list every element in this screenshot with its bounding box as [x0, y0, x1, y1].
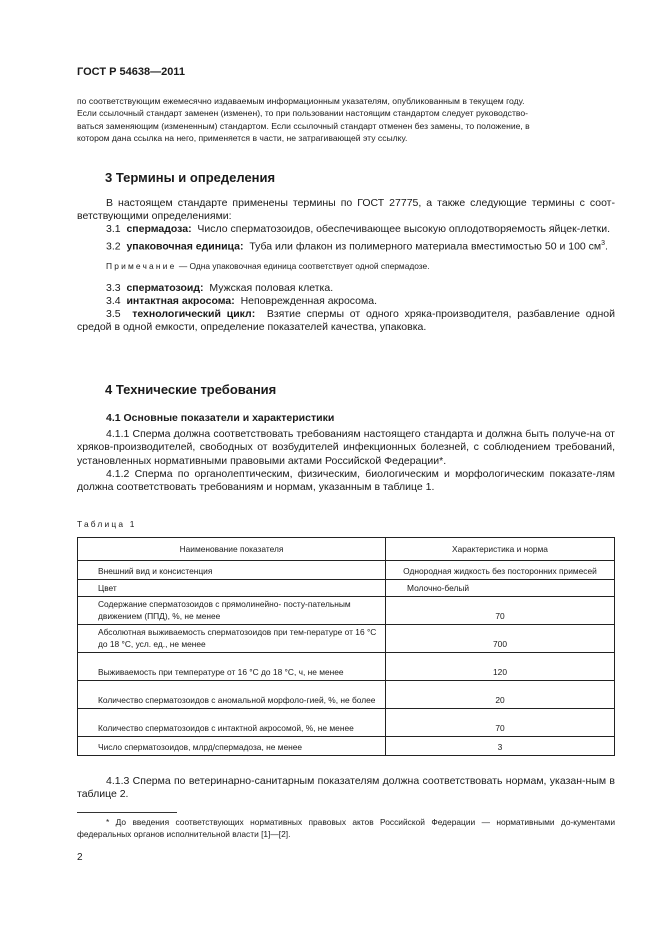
row-name: Содержание сперматозоидов с прямолинейно- посту-пательным движением (ППД), %, не менее	[78, 597, 386, 625]
table-row	[78, 709, 615, 737]
note-label: Примечание	[106, 261, 177, 272]
row-name: Число сперматозоидов, млрд/спермадоза, не менее	[78, 737, 386, 756]
table-1	[77, 537, 615, 756]
term-3-4	[77, 295, 615, 308]
term-title: сперматозоид:	[126, 281, 204, 294]
intro-paragraph	[77, 95, 615, 144]
column-header-name: Наименование показателя	[78, 538, 386, 561]
table-row	[78, 580, 615, 597]
row-value: Однородная жидкость без посторонних примесей	[386, 561, 615, 580]
row-value: 70	[386, 597, 615, 625]
table-header-row	[78, 538, 615, 561]
table-row	[78, 625, 615, 653]
note-text: — Одна упаковочная единица соответствует одной спермадозе.	[178, 261, 430, 272]
subsection-4-1-heading: 4.1 Основные показатели и характеристики	[106, 412, 335, 424]
row-name: Количество сперматозоидов с аномальной морфоло-гией, %, не более	[78, 681, 386, 709]
row-name: Абсолютная выживаемость сперматозоидов при тем-пературе от 16 °С до 18 °С, усл. ед., не менее	[78, 625, 386, 653]
table-caption: Таблица 1	[77, 519, 137, 529]
row-value: 70	[386, 709, 615, 737]
term-title: упаковочная единица:	[126, 240, 244, 253]
table-row	[78, 681, 615, 709]
document-header: ГОСТ Р 54638—2011	[77, 66, 185, 78]
row-value: 700	[386, 625, 615, 653]
row-name: Внешний вид и консистенция	[78, 561, 386, 580]
column-header-value: Характеристика и норма	[386, 538, 615, 561]
table-row	[78, 597, 615, 625]
term-definition: Взятие спермы от одного хряка-производителя, разбавление одной средой в одной емкости, определение показателей качества, упаковка.	[77, 307, 615, 334]
term-title: интактная акросома:	[126, 294, 235, 307]
term-number: 3.3	[106, 281, 121, 294]
section-4-heading: 4 Технические требования	[105, 382, 277, 397]
footnote-divider	[77, 812, 177, 813]
section-3-body	[77, 197, 615, 334]
page-number: 2	[77, 852, 83, 863]
section-4-body	[77, 412, 615, 494]
paragraph-4-1-3: 4.1.3 Сперма по ветеринарно-санитарным показателям должна соответствовать нормам, указан-ным в таблице 2.	[77, 775, 615, 801]
row-name: Цвет	[78, 580, 386, 597]
note	[77, 260, 615, 273]
intro-line: Если ссылочный стандарт заменен (изменен), то при пользовании настоящим стандартом следует руководство-	[77, 108, 528, 119]
intro-line: ваться заменяющим (измененным) стандартом. Если ссылочный стандарт отменен без замены, то положение, в	[77, 120, 530, 131]
row-value: 3	[386, 737, 615, 756]
term-definition: Число сперматозоидов, обеспечивающее высокую оплодотворяемость яйцек-летки.	[197, 223, 611, 236]
term-number: 3.2	[106, 240, 121, 253]
term-definition: Туба или флакон из полимерного материала вместимостью 50 и 100 см	[249, 240, 602, 253]
table-row	[78, 737, 615, 756]
footnote: * До введения соответствующих нормативных правовых актов Российской Федерации — нормативными до-кументами федеральных органов исполнительной власти [1]—[2].	[77, 817, 615, 839]
row-value: 20	[386, 681, 615, 709]
term-3-1	[77, 223, 615, 236]
table-row	[78, 653, 615, 681]
row-name: Выживаемость при температуре от 16 °С до 18 °С, ч, не менее	[78, 653, 386, 681]
term-end: .	[605, 240, 608, 253]
row-value: 120	[386, 653, 615, 681]
superscript: 3	[601, 239, 606, 247]
intro-line: по соответствующим ежемесячно издаваемым информационным указателям, опубликованным в текущем году.	[77, 96, 525, 106]
section-3-heading: 3 Термины и определения	[105, 170, 276, 185]
section-3-intro: В настоящем стандарте применены термины по ГОСТ 27775, а также следующие термины с соот-ветствующими определениями:	[77, 197, 615, 223]
paragraph-4-1-1: 4.1.1 Сперма должна соответствовать требованиям настоящего стандарта и должна быть получе-на от хряков-производителей, свободных от возбудителей инфекционных болезней, с соблюдением требований, установленных нормативными правовыми актами Российской Федерации*.	[77, 428, 615, 467]
paragraph-4-1-2: 4.1.2 Сперма по органолептическим, физическим, биологическим и морфологическим показате-лям должна соответствовать требованиям и нормам, указанным в таблице 1.	[77, 467, 615, 494]
term-title: спермадоза:	[126, 223, 192, 236]
term-number: 3.4	[106, 294, 121, 307]
term-3-2	[77, 237, 615, 254]
term-title: технологический цикл:	[132, 307, 256, 320]
row-name: Количество сперматозоидов с интактной акросомой, %, не менее	[78, 709, 386, 737]
term-definition: Неповрежденная акросома.	[240, 294, 377, 307]
term-3-3	[77, 282, 615, 295]
term-definition: Мужская половая клетка.	[209, 281, 334, 294]
term-3-5	[77, 308, 615, 334]
term-number: 3.1	[106, 223, 121, 236]
term-number: 3.5	[106, 307, 121, 320]
row-value: Молочно-белый	[386, 580, 615, 597]
intro-line: котором дана ссылка на него, применяется в части, не затрагивающей эту ссылку.	[77, 132, 408, 143]
table-row	[78, 561, 615, 580]
